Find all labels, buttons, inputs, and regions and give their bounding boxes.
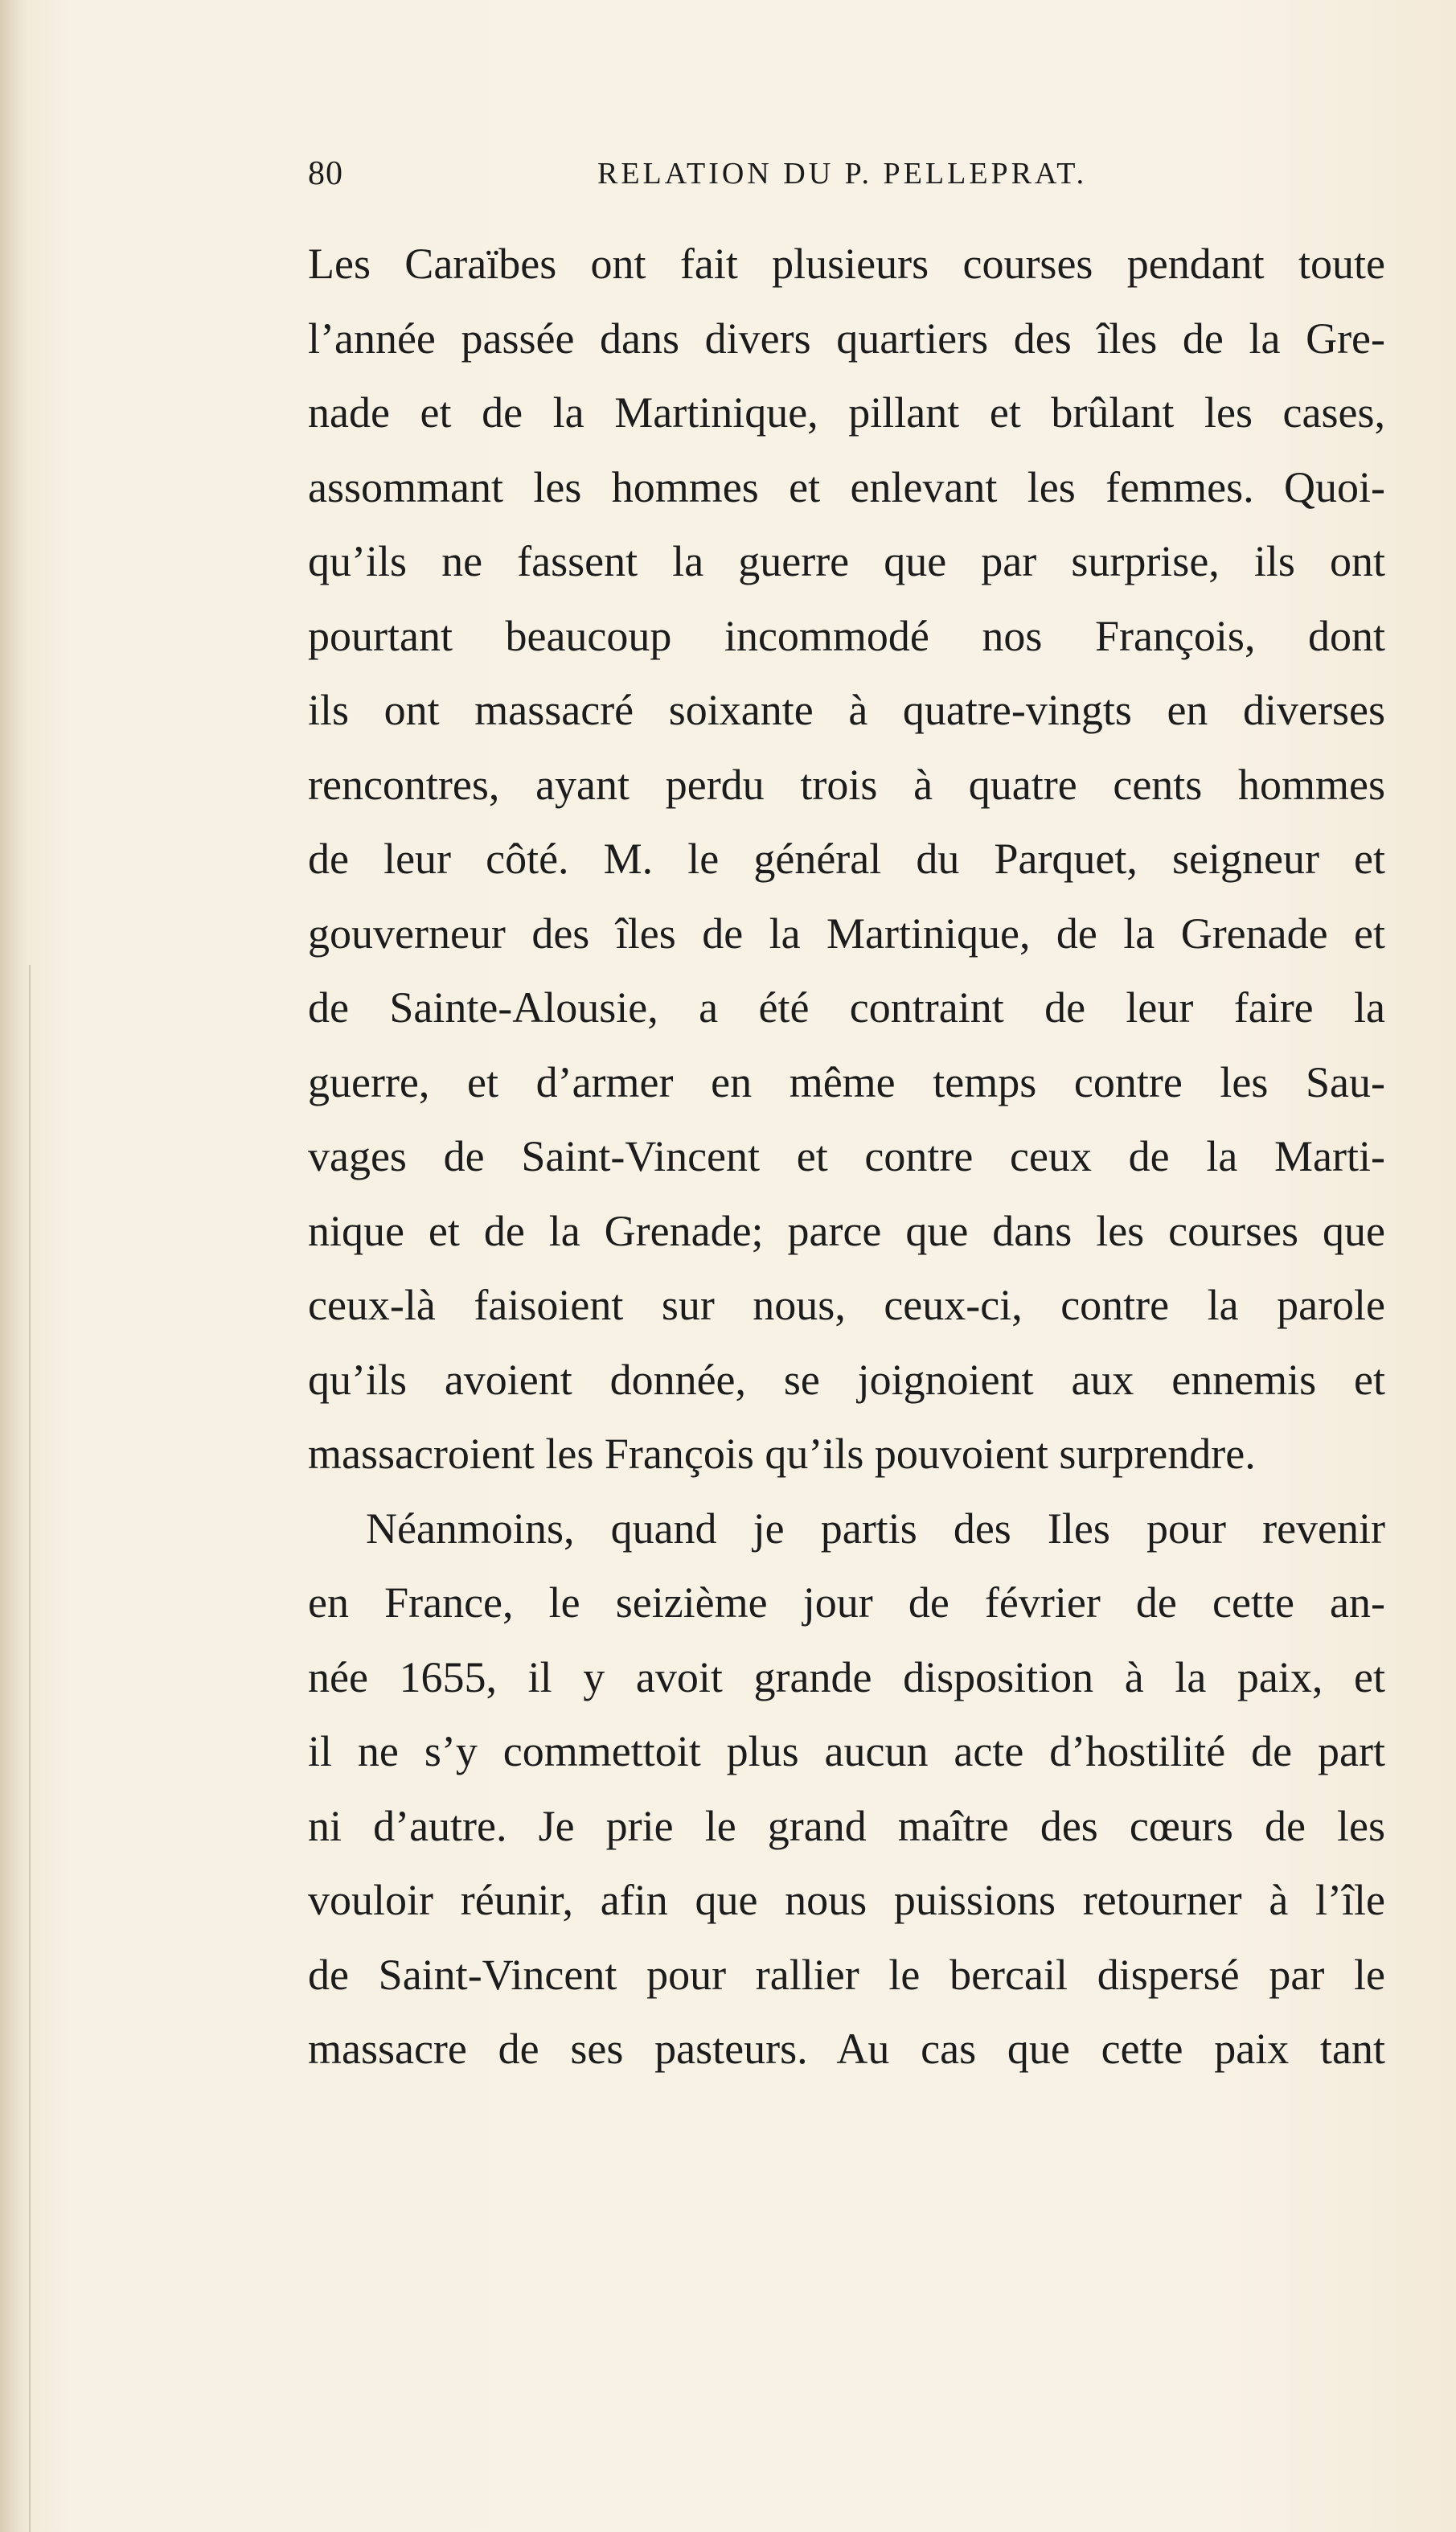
text-line: Les Caraïbes ont fait plusieurs courses pendant toute [308,240,1385,288]
text-line: vages de Saint-Vincent et contre ceux de la Marti- [308,1132,1385,1180]
text-line: nade et de la Martinique, pillant et brûlant les cases, [308,388,1385,437]
page-binding-shadow [29,965,31,2532]
text-line: née 1655, il y avoit grande disposition à la paix, et [308,1652,1385,1701]
page-binding-edge [0,0,27,2532]
text-line: qu’ils ne fassent la guerre que par surprise, ils ont [308,537,1385,585]
text-line: assommant les hommes et enlevant les femmes. Quoi- [308,462,1385,511]
text-line: en France, le seizième jour de février de cette an- [308,1578,1385,1627]
text-line: ceux-là faisoient sur nous, ceux-ci, contre la parole [308,1281,1385,1329]
text-line: pourtant beaucoup incommodé nos François, dont [308,611,1385,660]
text-line: guerre, et d’armer en même temps contre les Sau- [308,1057,1385,1106]
text-line: il ne s’y commettoit plus aucun acte d’hostilité de part [308,1727,1385,1775]
text-line: massacroient les François qu’ils pouvoient surprendre. [308,1430,1256,1478]
text-line: massacre de ses pasteurs. Au cas que cette paix tant [308,2025,1385,2073]
text-line: ni d’autre. Je prie le grand maître des cœurs de les [308,1801,1385,1850]
page-header [308,150,1385,198]
text-line: qu’ils avoient donnée, se joignoient aux ennemis et [308,1355,1385,1404]
text-line: rencontres, ayant perdu trois à quatre cents hommes [308,760,1385,809]
text-line: de Saint-Vincent pour rallier le bercail dispersé par le [308,1950,1385,1999]
page-number: 80 [308,155,343,192]
paragraph-2 [308,1492,1385,2087]
text-line: gouverneur des îles de la Martinique, de la Grenade et [308,909,1385,958]
text-line: de Sainte-Alousie, a été contraint de leur faire la [308,983,1385,1032]
text-line: vouloir réunir, afin que nous puissions retourner à l’île [308,1876,1385,1924]
running-title: RELATION DU P. PELLEPRAT. [597,157,1088,191]
paragraph-1 [308,227,1385,1492]
text-line: Néanmoins, quand je partis des Iles pour revenir [366,1504,1385,1553]
text-line: l’année passée dans divers quartiers des îles de la Gre- [308,314,1385,363]
text-line: nique et de la Grenade; parce que dans les courses que [308,1206,1385,1255]
text-line: de leur côté. M. le général du Parquet, seigneur et [308,835,1385,883]
text-line: ils ont massacré soixante à quatre-vingts en diverses [308,686,1385,734]
body-text [308,227,1385,2087]
